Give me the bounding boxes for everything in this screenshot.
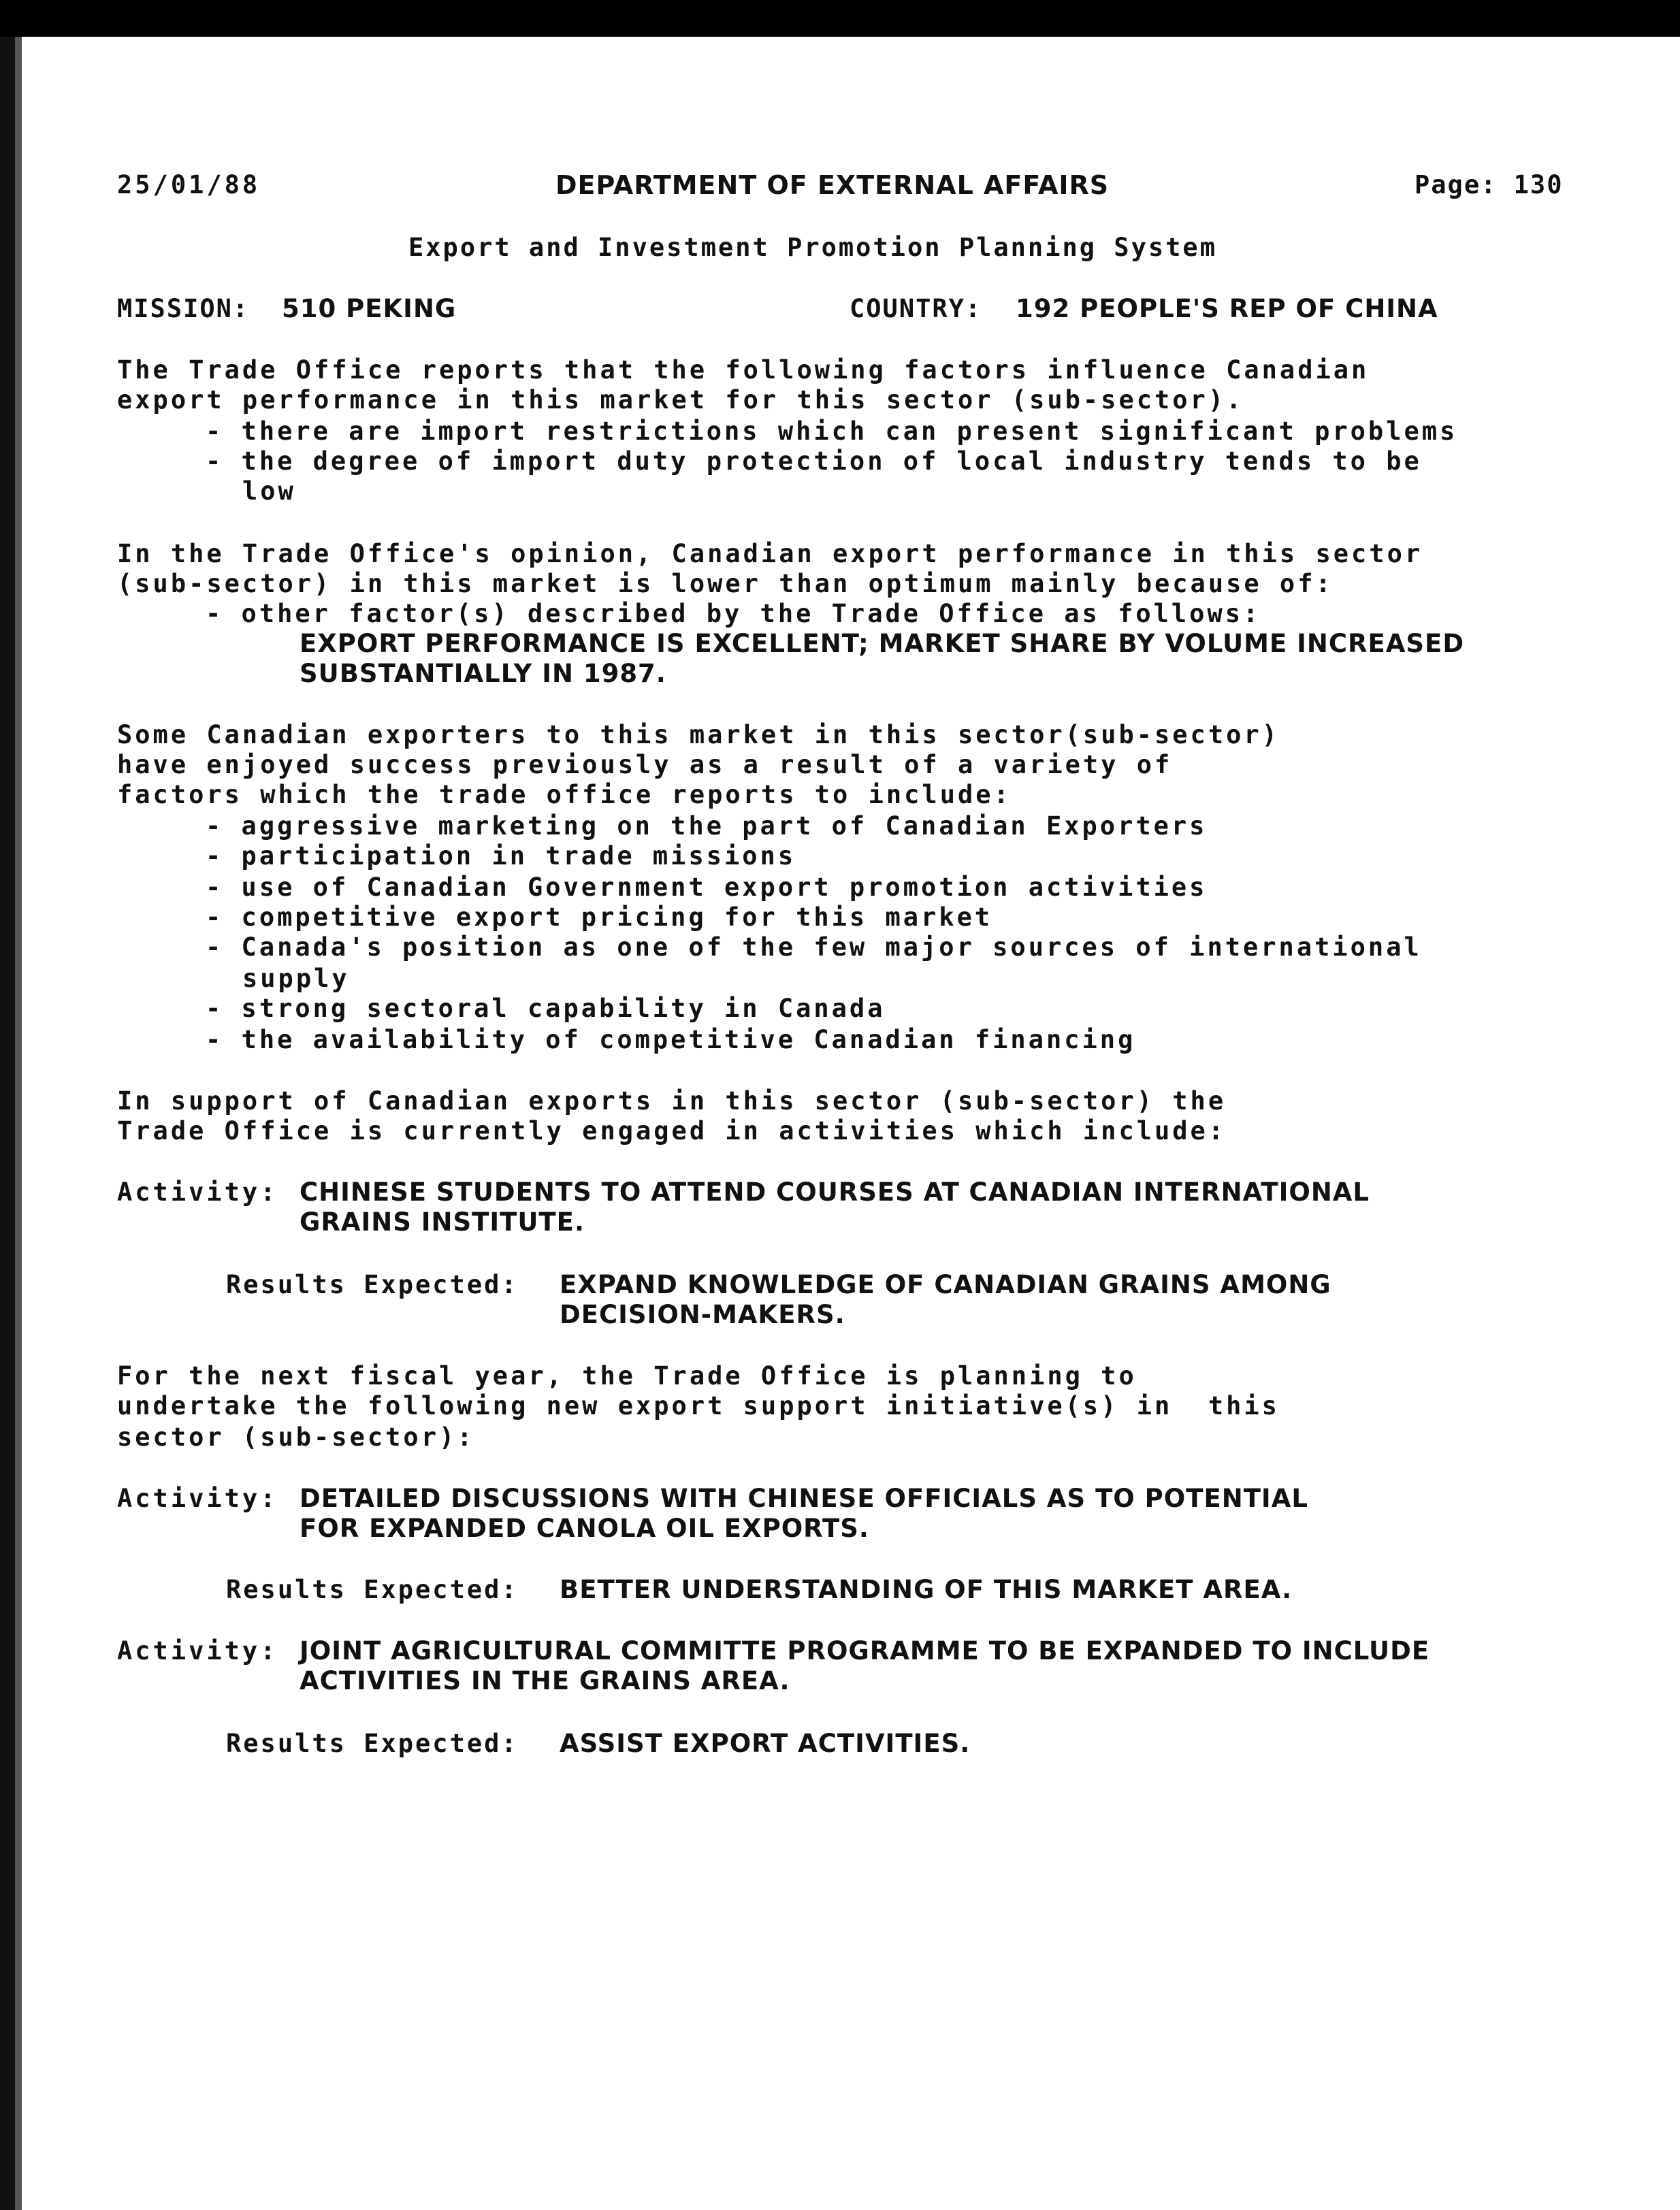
results-expected-text: ASSIST EXPORT ACTIVITIES. — [560, 1729, 971, 1758]
mission-value: 510 PEKING — [282, 294, 457, 323]
support-line2: Trade Office is currently engaged in activities which include: — [117, 1116, 1227, 1145]
results-expected-label: Results Expected: — [226, 1270, 519, 1299]
country-label: COUNTRY: — [850, 294, 982, 323]
scan-top-border — [0, 0, 1680, 37]
success-item: - the availability of competitive Canadian financing — [206, 1025, 1136, 1054]
opinion-detail-line2: SUBSTANTIALLY IN 1987. — [300, 659, 666, 688]
success-item: - use of Canadian Government export promotion activities — [206, 873, 1208, 902]
results-expected-text: BETTER UNDERSTANDING OF THIS MARKET AREA. — [560, 1575, 1293, 1604]
success-intro-line2: have enjoyed success previously as a result of a variety of — [117, 750, 1173, 779]
next-year-line3: sector (sub-sector): — [117, 1423, 475, 1452]
factors-intro-line1: The Trade Office reports that the following factors influence Canadian — [117, 355, 1370, 385]
success-item: - Canada's position as one of the few major sources of international — [206, 932, 1422, 962]
country-value: 192 PEOPLE'S REP OF CHINA — [1016, 294, 1438, 323]
department-title: DEPARTMENT OF EXTERNAL AFFAIRS — [555, 170, 1110, 200]
activity-label: Activity: — [117, 1484, 278, 1513]
activity-text-line2: FOR EXPANDED CANOLA OIL EXPORTS. — [300, 1514, 869, 1543]
opinion-line2: (sub-sector) in this market is lower than optimum mainly because of: — [117, 569, 1334, 598]
activity-text-line1: JOINT AGRICULTURAL COMMITTE PROGRAMME TO BE EXPANDED TO INCLUDE — [300, 1636, 1430, 1665]
system-title: Export and Investment Promotion Planning System — [408, 233, 1217, 262]
success-intro-line3: factors which the trade office reports to include: — [117, 780, 1012, 809]
activity-text-line1: CHINESE STUDENTS TO ATTEND COURSES AT CANADIAN INTERNATIONAL — [300, 1177, 1370, 1207]
activity-text-line1: DETAILED DISCUSSIONS WITH CHINESE OFFICIALS AS TO POTENTIAL — [300, 1484, 1308, 1513]
results-expected-line2: DECISION-MAKERS. — [560, 1300, 845, 1329]
results-expected-label: Results Expected: — [226, 1729, 519, 1758]
results-expected-line1: EXPAND KNOWLEDGE OF CANADIAN GRAINS AMONG — [560, 1270, 1331, 1299]
factor-item: - the degree of import duty protection of local industry tends to be — [206, 446, 1422, 476]
factor-item-continued: low — [242, 476, 296, 506]
support-line1: In support of Canadian exports in this sector (sub-sector) the — [117, 1086, 1227, 1116]
results-expected-label: Results Expected: — [226, 1575, 519, 1604]
success-item: - competitive export pricing for this market — [206, 903, 993, 932]
next-year-line2: undertake the following new export support initiative(s) in this — [117, 1391, 1280, 1420]
opinion-item: - other factor(s) described by the Trade Office as follows: — [206, 599, 1261, 628]
success-item-continued: supply — [242, 964, 350, 993]
success-item: - participation in trade missions — [206, 841, 796, 871]
activity-text-line2: GRAINS INSTITUTE. — [300, 1207, 585, 1237]
next-year-line1: For the next fiscal year, the Trade Office is planning to — [117, 1361, 1137, 1391]
success-item: - strong sectoral capability in Canada — [206, 994, 886, 1023]
page-number: Page: 130 — [1415, 170, 1564, 199]
scan-left-border — [0, 37, 15, 2210]
opinion-line1: In the Trade Office's opinion, Canadian export performance in this sector — [117, 539, 1423, 568]
factor-item: - there are import restrictions which can present significant problems — [206, 417, 1458, 446]
activity-label: Activity: — [117, 1636, 278, 1665]
report-date: 25/01/88 — [117, 170, 261, 199]
opinion-detail-line1: EXPORT PERFORMANCE IS EXCELLENT; MARKET SHARE BY VOLUME INCREASED — [300, 629, 1465, 658]
mission-label: MISSION: — [117, 294, 250, 323]
activity-label: Activity: — [117, 1177, 278, 1207]
factors-intro-line2: export performance in this market for this sector (sub-sector). — [117, 385, 1244, 415]
activity-text-line2: ACTIVITIES IN THE GRAINS AREA. — [300, 1666, 790, 1695]
scan-left-shadow — [15, 37, 22, 2210]
success-item: - aggressive marketing on the part of Canadian Exporters — [206, 811, 1208, 841]
success-intro-line1: Some Canadian exporters to this market in this sector(sub-sector) — [117, 720, 1280, 749]
